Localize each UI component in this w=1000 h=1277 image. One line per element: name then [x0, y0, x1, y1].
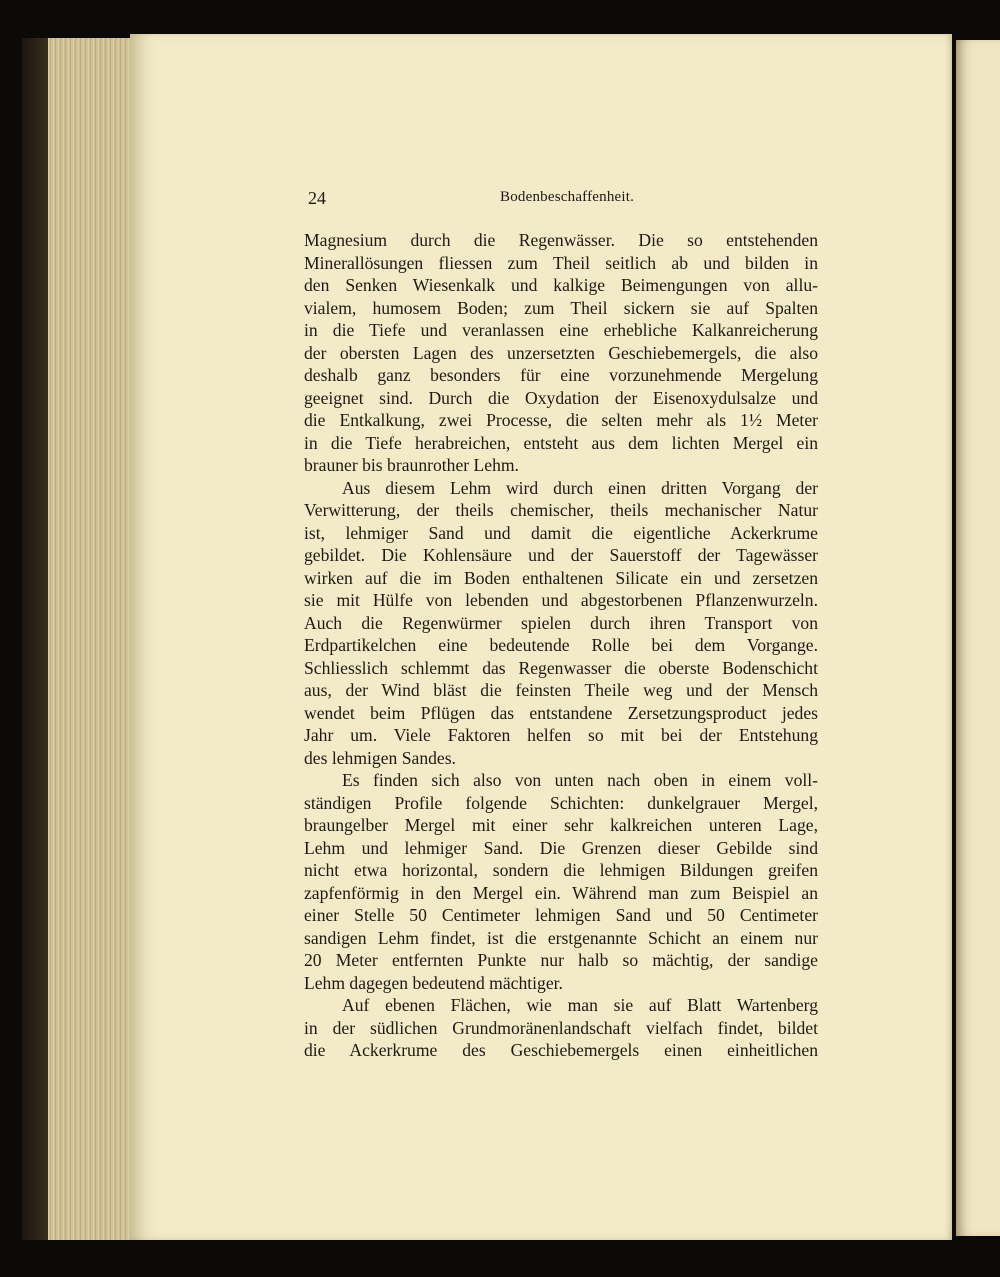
text-line: wendet beim Pflügen das entstandene Zersetzungsproduct jedes — [304, 702, 818, 723]
body-text — [304, 229, 818, 1062]
text-line: nicht etwa horizontal, sondern die lehmigen Bildungen greifen — [304, 860, 818, 880]
text-line: deshalb ganz besonders für eine vorzunehmende Mergelung — [304, 365, 818, 385]
running-title: Bodenbeschaffenheit. — [500, 189, 635, 205]
text-line: in die Tiefe und veranlassen eine erhebliche Kalkanreicherung — [304, 320, 818, 340]
text-line: Auch die Regenwürmer spielen durch ihren Transport von — [304, 612, 818, 633]
text-line: Erdpartikelchen eine bedeutende Rolle bei dem Vorgange. — [304, 635, 818, 655]
text-line: die Ackerkrume des Geschiebemergels einen einheitlichen — [304, 1040, 818, 1060]
text-line: braungelber Mergel mit einer sehr kalkreichen unteren Lage, — [304, 815, 818, 835]
text-line: des lehmigen Sandes. — [304, 747, 456, 768]
text-line: Lehm und lehmiger Sand. Die Grenzen dieser Gebilde sind — [304, 837, 818, 858]
text-line: Lehm dagegen bedeutend mächtiger. — [304, 972, 563, 993]
text-line: 20 Meter entfernten Punkte nur halb so mächtig, der sandige — [304, 950, 818, 970]
book-spine-shadow — [22, 38, 48, 1240]
text-line: vialem, humosem Boden; zum Theil sickern sie auf Spalten — [304, 297, 818, 318]
text-line: Verwitterung, der theils chemischer, theils mechanischer Natur — [304, 500, 818, 520]
text-line: Aus diesem Lehm wird durch einen dritten Vorgang der — [342, 477, 818, 498]
text-line: in die Tiefe herabreichen, entsteht aus dem lichten Mergel ein — [304, 432, 818, 453]
text-line: ist, lehmiger Sand und damit die eigentliche Ackerkrume — [304, 522, 818, 543]
text-line: Minerallösungen fliessen zum Theil seitlich ab und bilden in — [304, 252, 818, 273]
text-line: Magnesium durch die Regenwässer. Die so entstehenden — [304, 230, 818, 250]
page-number: 24 — [308, 188, 326, 208]
text-line: geeignet sind. Durch die Oxydation der Eisenoxydulsalze und — [304, 387, 818, 408]
text-line: sandigen Lehm findet, ist die erstgenannte Schicht an einem nur — [304, 927, 818, 948]
text-line: ständigen Profile folgende Schichten: dunkelgrauer Mergel, — [304, 792, 818, 813]
text-line: zapfenförmig in den Mergel ein. Während man zum Beispiel an — [304, 882, 818, 903]
text-line: sie mit Hülfe von lebenden und abgestorbenen Pflanzenwurzeln. — [304, 590, 818, 610]
text-line: die Entkalkung, zwei Processe, die selten mehr als 1½ Meter — [304, 410, 818, 430]
text-line: einer Stelle 50 Centimeter lehmigen Sand und 50 Centimeter — [304, 905, 818, 925]
text-line: Es finden sich also von unten nach oben in einem voll- — [342, 770, 818, 790]
text-line: Schliesslich schlemmt das Regenwasser die oberste Bodenschicht — [304, 657, 818, 678]
text-line: der obersten Lagen des unzersetzten Geschiebemergels, die also — [304, 342, 818, 363]
text-line: Auf ebenen Flächen, wie man sie auf Blatt Wartenberg — [342, 995, 818, 1015]
text-line: den Senken Wiesenkalk und kalkige Beimengungen von allu- — [304, 275, 818, 295]
text-line: gebildet. Die Kohlensäure und der Sauerstoff der Tagewässer — [304, 545, 818, 565]
text-line: wirken auf die im Boden enthaltenen Silicate ein und zersetzen — [304, 567, 818, 588]
text-line: brauner bis braunrother Lehm. — [304, 455, 519, 475]
text-line: in der südlichen Grundmoränenlandschaft vielfach findet, bildet — [304, 1017, 818, 1038]
text-line: aus, der Wind bläst die feinsten Theile weg und der Mensch — [304, 680, 818, 700]
facing-page-edge — [956, 40, 1000, 1236]
text-line: Jahr um. Viele Faktoren helfen so mit bei der Entstehung — [304, 725, 818, 745]
running-head — [306, 186, 820, 214]
